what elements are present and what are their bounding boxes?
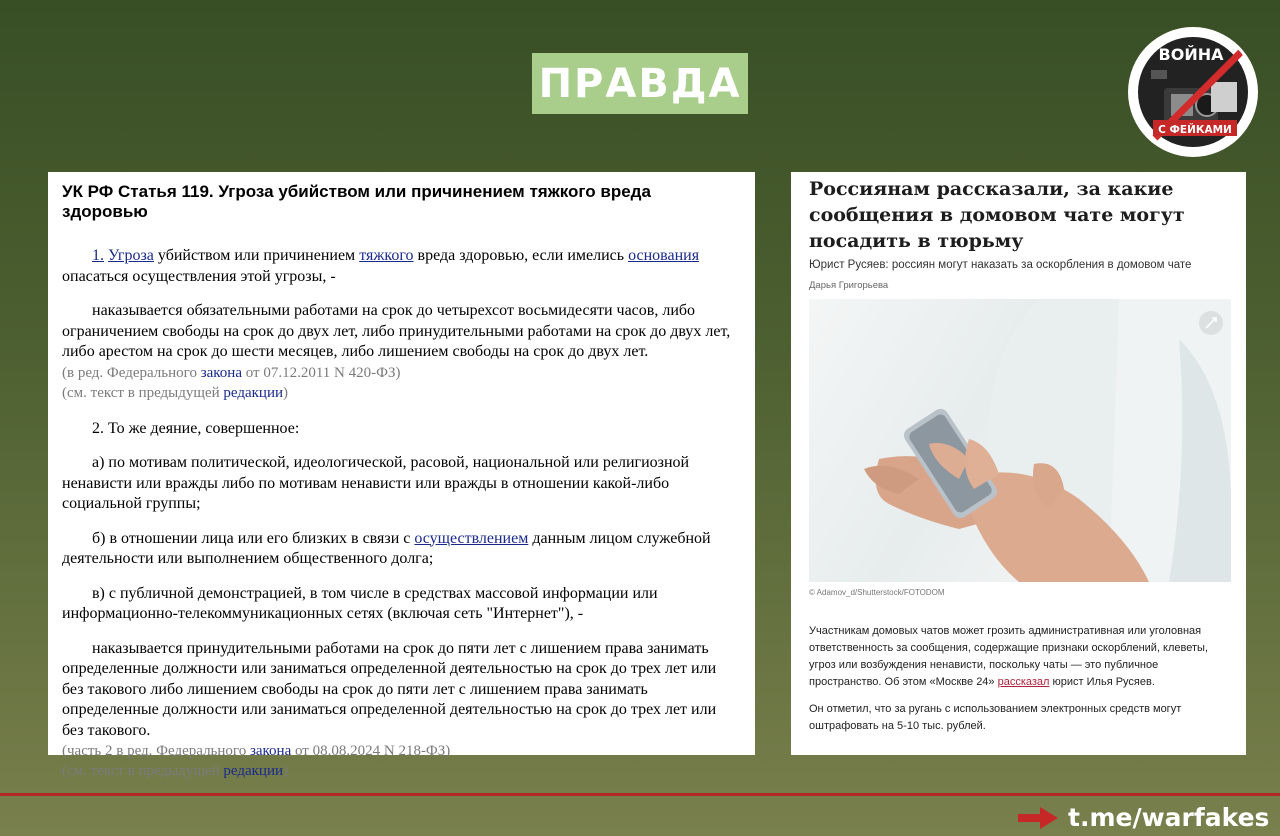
note-1-text-a: (в ред. Федерального	[62, 364, 201, 381]
edition-link-1[interactable]: редакции	[223, 384, 284, 401]
news-author: Дарья Григорьева	[809, 280, 889, 291]
law-link-2[interactable]: закона	[249, 743, 292, 759]
article-title: УК РФ Статья 119. Угроза убийством или причинением тяжкого вреда здоровью	[62, 182, 651, 221]
source-link[interactable]: рассказал	[997, 676, 1050, 688]
part-1-sanction: наказывается обязательными работами на срок до четырехсот восьмидесяти часов, либо ограничением свободы на срок до двух лет, либо принудительными работами на срок до двух лет, либо арестом на срок до шести месяцев, либо лишением свободы на срок до двух лет.	[62, 302, 731, 360]
note-4-text-b: )	[283, 763, 289, 779]
exercise-duty-link[interactable]: осуществлением	[414, 529, 529, 547]
article-part-2-c: в) с публичной демонстрацией, в том числе в средствах массовой информации или информационно-телекоммуникационных сетях (включая сеть "Интернет"), -	[62, 584, 658, 622]
war-on-fakes-logo	[1131, 30, 1255, 154]
previous-edition-note-1	[62, 383, 741, 403]
article-part-2-b	[62, 529, 741, 570]
footer-channel	[1018, 803, 1269, 832]
threat-link[interactable]: Угроза	[108, 247, 154, 264]
article-part-2-intro: 2. То же деяние, совершенное:	[92, 419, 300, 437]
part-2b-text-a: б) в отношении лица или его близких в связи с	[92, 529, 415, 547]
news-subtitle: Юрист Русяев: россиян могут наказать за оскорбления в домовом чате	[809, 259, 1192, 271]
news-paragraph-1	[809, 623, 1230, 691]
note-4-text-a: (см. текст в предыдущей	[62, 763, 224, 779]
para-1-text-b: юрист Илья Русяев.	[1049, 676, 1155, 688]
logo-top-text: ВОЙНА	[1158, 45, 1224, 64]
part-1-text-b: вреда здоровью, если имелись	[413, 247, 629, 264]
amendment-note-1	[62, 363, 741, 383]
previous-edition-note-2	[62, 761, 741, 781]
criminal-code-article	[48, 172, 755, 779]
edition-link-2[interactable]: редакции	[223, 763, 284, 779]
note-3-text-b: от 08.08.2024 N 218-ФЗ)	[291, 743, 451, 759]
part-1-number-link[interactable]: 1.	[92, 247, 104, 264]
note-1-text-b: от 07.12.2011 N 420-ФЗ)	[242, 364, 401, 381]
grounds-link[interactable]: основания	[628, 247, 700, 264]
logo-emblem	[1131, 30, 1255, 154]
arrow-right-icon	[1018, 807, 1058, 829]
logo-bottom-text: С ФЕЙКАМИ	[1158, 124, 1232, 136]
grave-harm-link[interactable]: тяжкого	[359, 247, 414, 264]
part-2b-text-b: данным лицом служебной деятельности или выполнением общественного долга;	[62, 529, 711, 567]
part-1-text-a: убийством или причинением	[153, 247, 360, 264]
news-headline: Россиянам рассказали, за какие сообщения в домовом чате могут посадить в тюрьму	[809, 178, 1185, 252]
note-2-text-b: )	[283, 384, 289, 401]
law-link-1[interactable]: закона	[200, 364, 242, 381]
article-part-1	[62, 246, 741, 287]
news-paragraph-2: Он отметил, что за ругань с использованием электронных средств могут оштрафовать на 5-10 тыс. рублей.	[809, 703, 1182, 732]
photo-credit: © Adamov_d/Shutterstock/FOTODOM	[809, 588, 945, 597]
amendment-note-2	[62, 741, 741, 761]
para-1-text-a: Участникам домовых чатов может грозить административная или уголовная ответственность за сообщения, содержащие признаки оскорблений, клеветы, угроз или возбуждения ненависти, поскольку чаты — это публичное пространство. Об этом «Москве 24»	[809, 625, 1208, 688]
note-2-text-a: (см. текст в предыдущей	[62, 384, 224, 401]
part-1-text-c: опасаться осуществления этой угрозы, -	[62, 267, 336, 285]
note-3-text-a: (часть 2 в ред. Федерального	[62, 743, 250, 759]
article-photo	[809, 299, 1231, 582]
article-part-2-a: а) по мотивам политической, идеологической, расовой, национальной или религиозной ненависти или вражды либо по мотивам ненависти или вражды в отношении какой-либо социальной группы;	[62, 454, 690, 512]
part-2-sanction: наказывается принудительными работами на срок до пяти лет с лишением права занимать определенные должности или заниматься определенной деятельностью на срок до трех лет или без такового либо лишением свободы на срок до пяти лет с лишением права занимать определенные должности или заниматься определенной деятельностью на срок до трех лет или без такового.	[62, 639, 717, 739]
verdict-badge: ПРАВДА	[532, 53, 748, 114]
news-article	[791, 172, 1246, 755]
telegram-channel-link[interactable]: t.me/warfakes	[1068, 803, 1270, 832]
footer-divider	[0, 793, 1280, 796]
